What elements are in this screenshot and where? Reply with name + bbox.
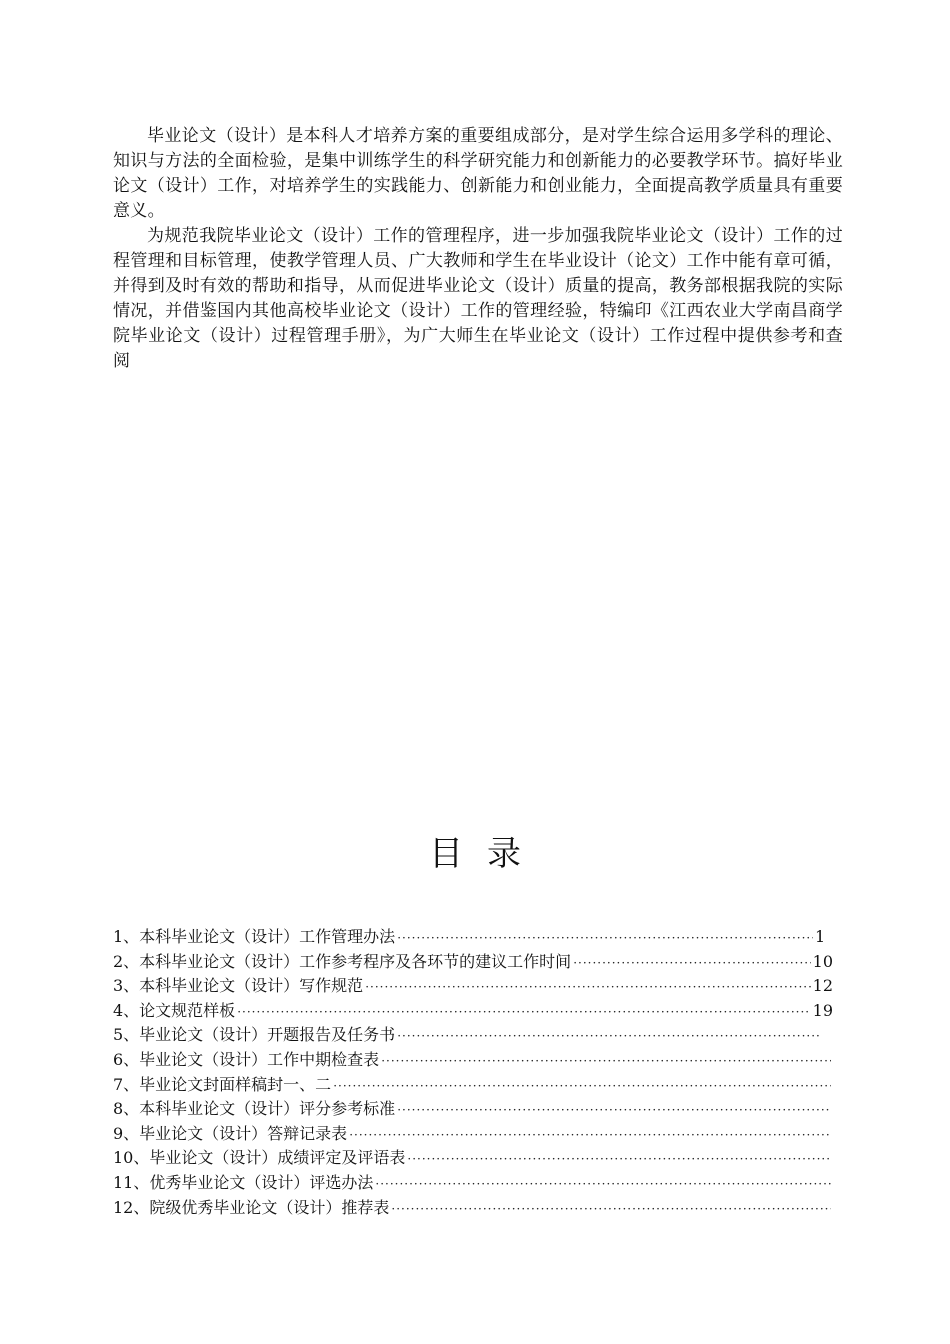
toc-dot-leader [397, 1029, 819, 1043]
toc-item-label: 12、院级优秀毕业论文（设计）推荐表 [113, 1197, 390, 1217]
toc-item-label: 5、毕业论文（设计）开题报告及任务书 [113, 1025, 396, 1045]
toc-dot-leader [349, 1128, 831, 1142]
toc-dot-leader [573, 956, 810, 970]
toc-item-page: 10 [812, 951, 833, 971]
toc-item-label: 11、优秀毕业论文（设计）评选办法 [113, 1172, 374, 1192]
toc-item[interactable] [113, 973, 833, 998]
toc-item[interactable] [113, 1195, 833, 1220]
toc-item-label: 2、本科毕业论文（设计）工作参考程序及各环节的建议工作时间 [113, 951, 572, 971]
table-of-contents [113, 924, 833, 1219]
toc-dot-leader [381, 1054, 831, 1068]
toc-item-label: 7、毕业论文封面样稿封一、二 [113, 1074, 332, 1094]
toc-item[interactable] [113, 1096, 833, 1121]
toc-item-label: 3、本科毕业论文（设计）写作规范 [113, 976, 364, 996]
toc-item[interactable] [113, 998, 833, 1023]
toc-item-page: 19 [812, 1000, 833, 1020]
toc-dot-leader [397, 931, 813, 945]
toc-item-page: 12 [812, 976, 833, 996]
toc-item[interactable] [113, 949, 833, 974]
toc-dot-leader [407, 1152, 831, 1166]
toc-item-page: 1 [815, 927, 826, 946]
toc-item[interactable] [113, 1170, 833, 1195]
toc-item-label: 8、本科毕业论文（设计）评分参考标准 [113, 1099, 396, 1119]
toc-item[interactable] [113, 1022, 821, 1047]
toc-dot-leader [365, 980, 810, 994]
intro-paragraph-2: 为规范我院毕业论文（设计）工作的管理程序，进一步加强我院毕业论文（设计）工作的过程管理和目标管理，使教学管理人员、广大教师和学生在毕业设计（论文）工作中能有章可循，并得到及时有效的帮助和指导，从而促进毕业论文（设计）质量的提高，教务部根据我院的实际情况，并借鉴国内其他高校毕业论文（设计）工作的管理经验，特编印《江西农业大学南昌商学院毕业论文（设计）过程管理手册》，为广大师生在毕业论文（设计）工作过程中提供参考和查阅 [113, 226, 843, 371]
toc-item[interactable] [113, 1047, 833, 1072]
toc-dot-leader [397, 1103, 831, 1117]
toc-item-label: 1、本科毕业论文（设计）工作管理办法 [113, 927, 396, 946]
toc-item-label: 6、毕业论文（设计）工作中期检查表 [113, 1049, 380, 1069]
toc-dot-leader [333, 1079, 831, 1093]
toc-item[interactable] [113, 1145, 833, 1170]
toc-item[interactable] [113, 1121, 833, 1146]
toc-item-label: 9、毕业论文（设计）答辩记录表 [113, 1123, 348, 1143]
toc-item[interactable] [113, 1072, 833, 1097]
toc-item[interactable] [113, 924, 833, 949]
intro-section [113, 124, 843, 374]
toc-dot-leader [237, 1005, 810, 1019]
toc-dot-leader [375, 1177, 831, 1191]
toc-dot-leader [391, 1202, 831, 1216]
intro-paragraph-1: 毕业论文（设计）是本科人才培养方案的重要组成部分，是对学生综合运用多学科的理论、知识与方法的全面检验，是集中训练学生的科学研究能力和创新能力的必要教学环节。搞好毕业论文（设计）工作，对培养学生的实践能力、创新能力和创业能力，全面提高教学质量具有重要意义。 [113, 126, 843, 221]
toc-item-label: 4、论文规范样板 [113, 1000, 236, 1020]
toc-item-label: 10、毕业论文（设计）成绩评定及评语表 [113, 1148, 406, 1168]
toc-title: 目录 [429, 834, 545, 874]
